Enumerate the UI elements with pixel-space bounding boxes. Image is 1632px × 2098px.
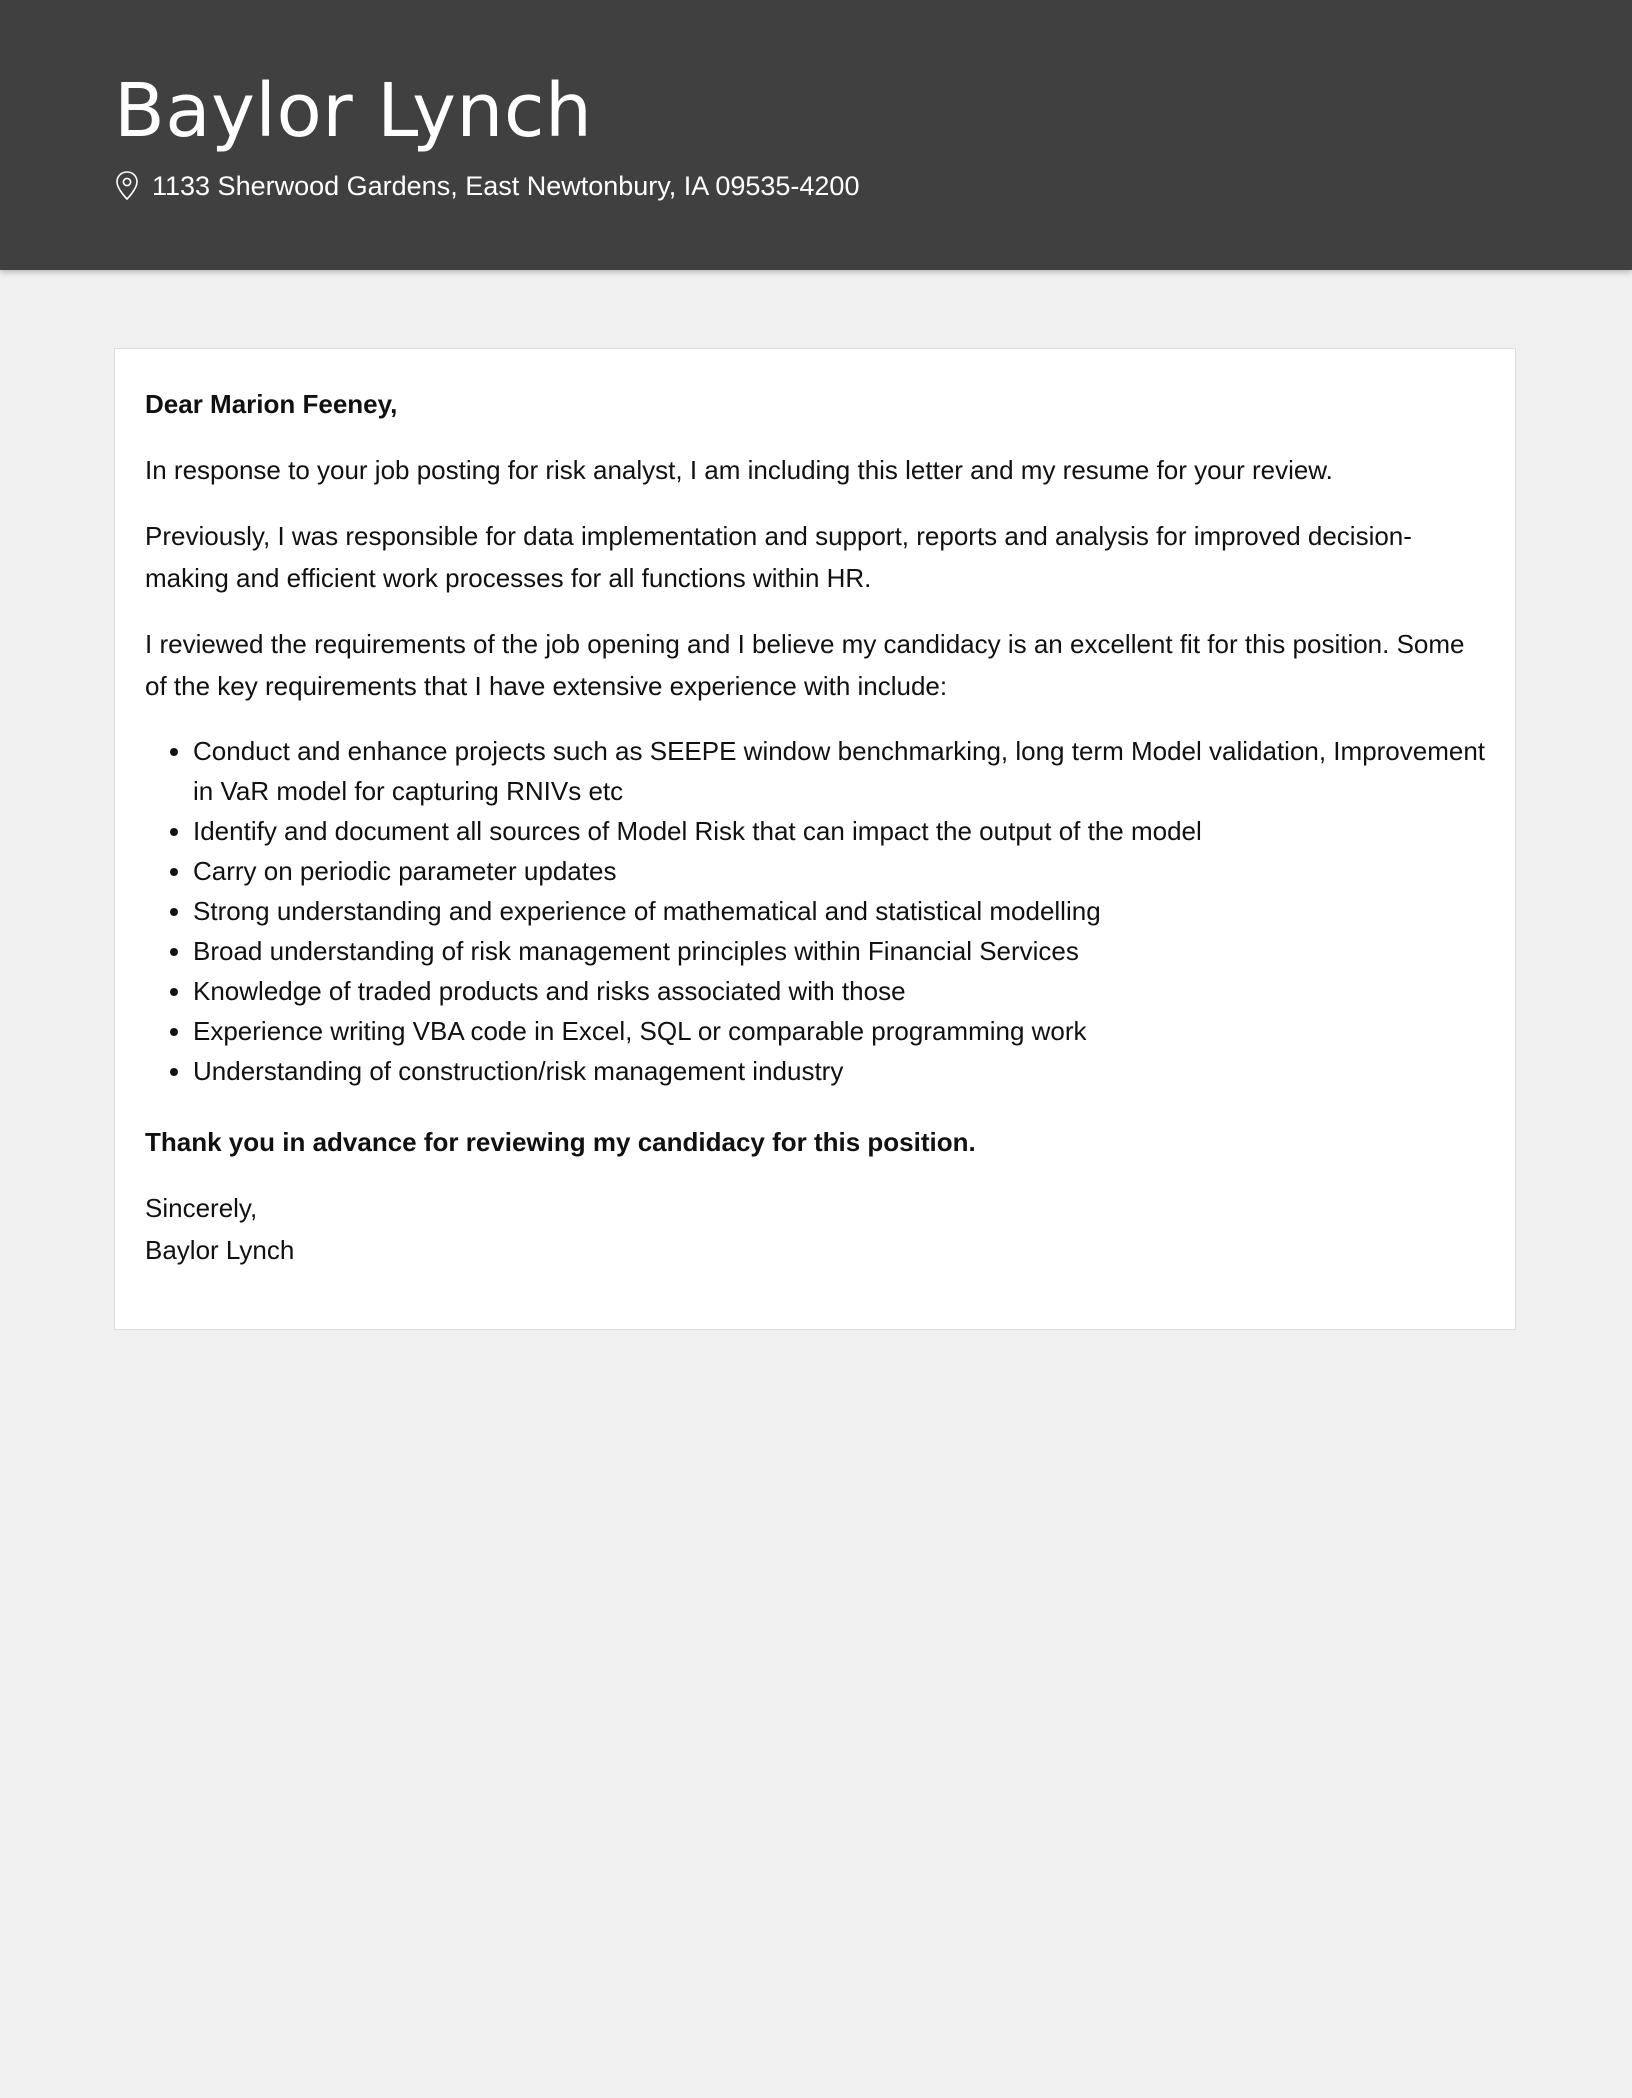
closing <box>145 1187 1487 1271</box>
location-pin-icon <box>114 170 140 202</box>
address-line <box>114 166 859 206</box>
paragraph-requirements-intro: I reviewed the requirements of the job opening and I believe my candidacy is an excellent fit for this position. Some of the key requirements that I have extensive experience with include: <box>145 629 1465 701</box>
list-item: • Understanding of construction/risk management industry <box>193 1051 1487 1091</box>
signoff: Sincerely, <box>145 1193 258 1223</box>
signature: Baylor Lynch <box>145 1235 295 1265</box>
paragraph-experience: Previously, I was responsible for data implementation and support, reports and analysis for improved decision-making and efficient work processes for all functions within HR. <box>145 521 1412 593</box>
address-text: 1133 Sherwood Gardens, East Newtonbury, IA 09535-4200 <box>152 170 860 201</box>
list-item: • Conduct and enhance projects such as SEEPE window benchmarking, long term Model validation, Improvement in VaR model for capturing RNIVs etc <box>193 731 1487 811</box>
applicant-name: Baylor Lynch <box>114 68 593 154</box>
page-header <box>0 0 1632 270</box>
list-item: • Carry on periodic parameter updates <box>193 851 1487 891</box>
thanks-line: Thank you in advance for reviewing my candidacy for this position. <box>145 1127 976 1157</box>
greeting: Dear Marion Feeney, <box>145 389 398 419</box>
list-item: • Broad understanding of risk management principles within Financial Services <box>193 931 1487 971</box>
list-item: • Experience writing VBA code in Excel, SQL or comparable programming work <box>193 1011 1487 1051</box>
list-item: • Strong understanding and experience of mathematical and statistical modelling <box>193 891 1487 931</box>
list-item: • Knowledge of traded products and risks associated with those <box>193 971 1487 1011</box>
letter-body <box>145 383 1487 1271</box>
paragraph-intro: In response to your job posting for risk analyst, I am including this letter and my resume for your review. <box>145 455 1333 485</box>
letter-card <box>114 348 1516 1330</box>
requirements-list <box>145 731 1487 1091</box>
list-item: • Identify and document all sources of Model Risk that can impact the output of the model <box>193 811 1487 851</box>
